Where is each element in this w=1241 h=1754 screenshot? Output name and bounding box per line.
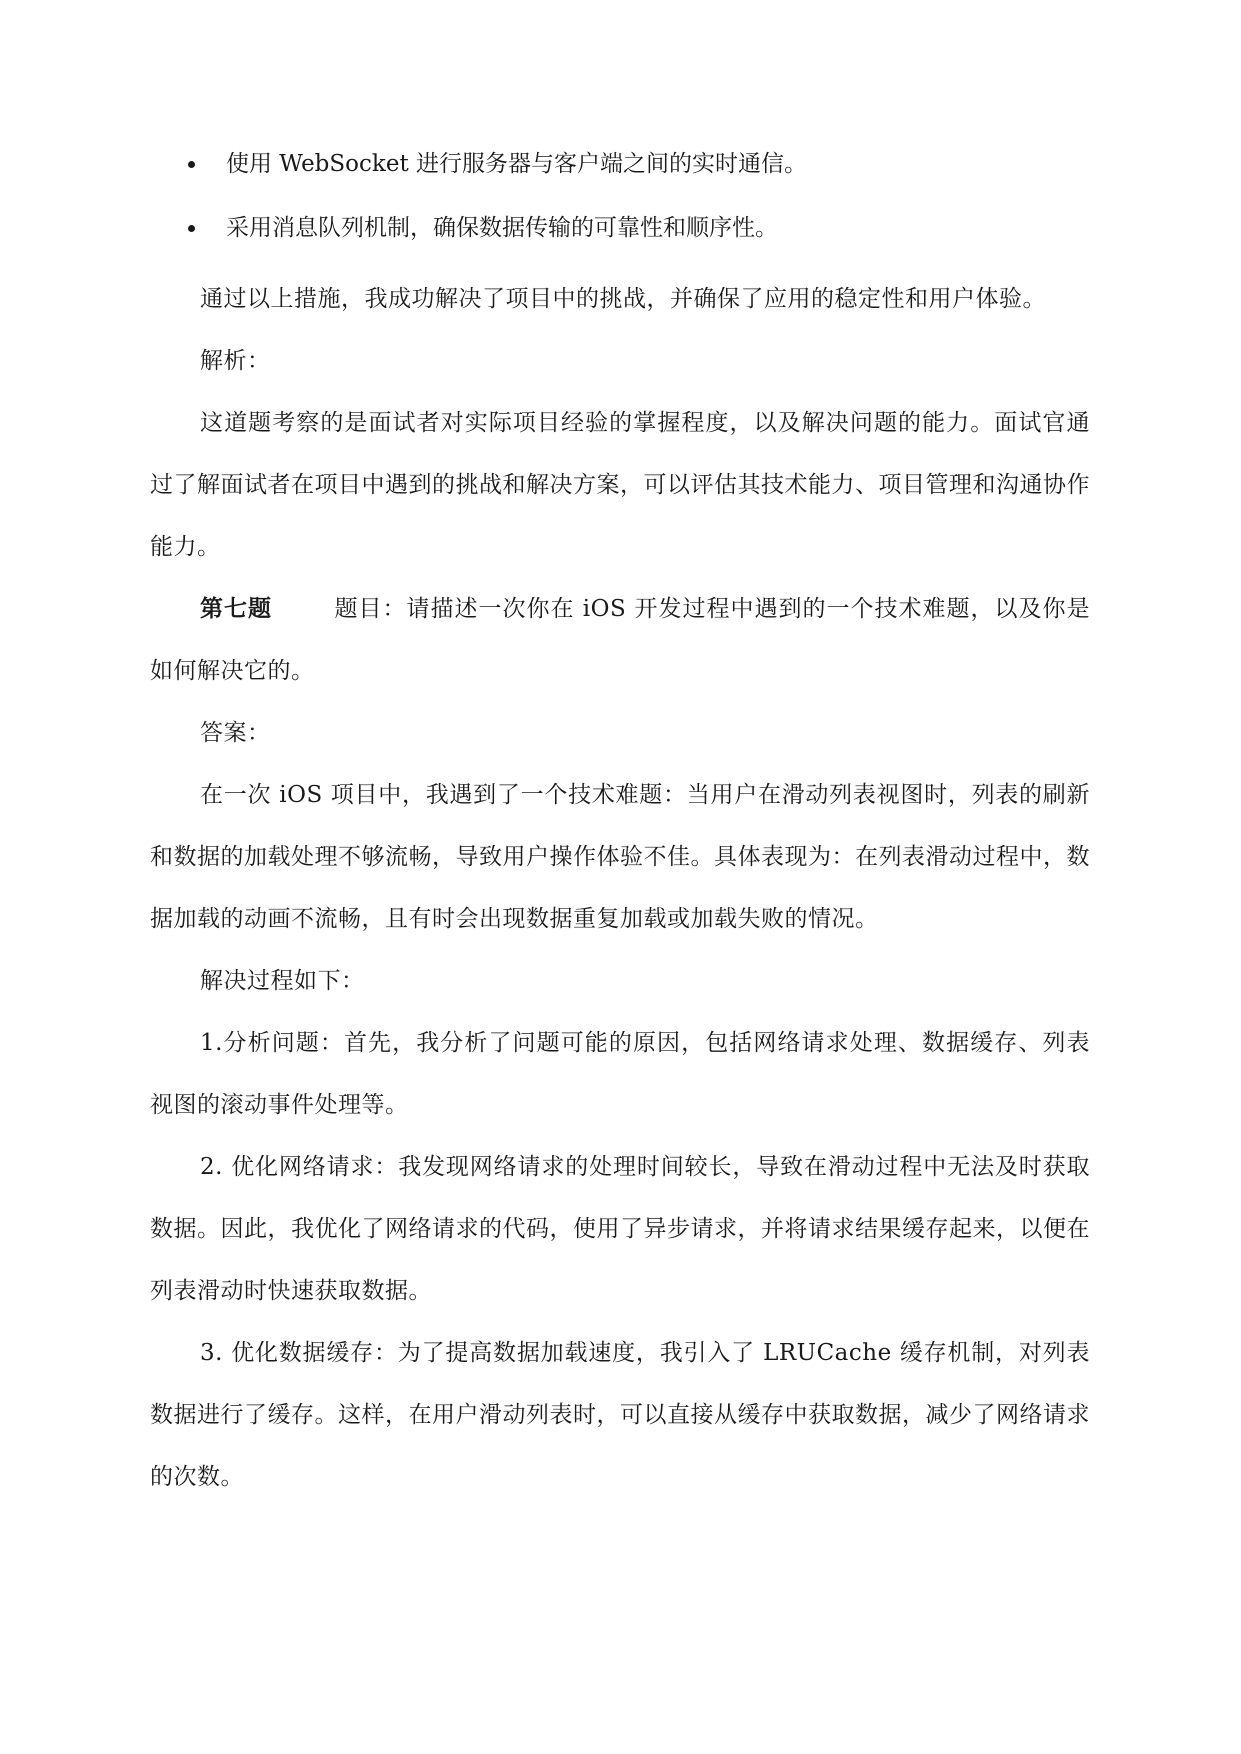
list-item: [150, 204, 1090, 268]
bullet-text: 使用 WebSocket 进行服务器与客户端之间的实时通信。: [226, 151, 807, 177]
analysis-paragraph: 这道题考察的是面试者对实际项目经验的掌握程度，以及解决问题的能力。面试官通过了解面试者在项目中遇到的挑战和解决方案，可以评估其技术能力、项目管理和沟通协作能力。: [150, 410, 1090, 560]
question-paragraph: [150, 578, 1090, 702]
question-number: 第七题: [200, 595, 272, 622]
list-item: [150, 140, 1090, 204]
bullet-icon: [188, 225, 195, 232]
step-paragraph: 1.分析问题：首先，我分析了问题可能的原因，包括网络请求处理、数据缓存、列表视图的滚动事件处理等。: [150, 1030, 1090, 1118]
summary-paragraph: 通过以上措施，我成功解决了项目中的挑战，并确保了应用的稳定性和用户体验。: [200, 286, 1046, 312]
step-paragraph: 3. 优化数据缓存：为了提高数据加载速度，我引入了 LRUCache 缓存机制，对列表数据进行了缓存。这样，在用户滑动列表时，可以直接从缓存中获取数据，减少了网络请求的次数。: [150, 1340, 1090, 1490]
answer-label: 答案：: [200, 720, 271, 746]
bullet-text: 采用消息队列机制，确保数据传输的可靠性和顺序性。: [226, 215, 778, 241]
question-text: 题目：请描述一次你在 iOS 开发过程中遇到的一个技术难题，以及你是如何解决它的。: [150, 596, 1091, 684]
analysis-label: 解析：: [200, 348, 271, 374]
process-label: 解决过程如下：: [200, 968, 365, 994]
answer-intro-paragraph: 在一次 iOS 项目中，我遇到了一个技术难题：当用户在滑动列表视图时，列表的刷新和数据的加载处理不够流畅，导致用户操作体验不佳。具体表现为：在列表滑动过程中，数据加载的动画不流畅，且有时会出现数据重复加载或加载失败的情况。: [150, 782, 1090, 932]
bullet-icon: [188, 161, 195, 168]
bullet-list: [150, 140, 1090, 268]
step-paragraph: 2. 优化网络请求：我发现网络请求的处理时间较长，导致在滑动过程中无法及时获取数据。因此，我优化了网络请求的代码，使用了异步请求，并将请求结果缓存起来，以便在列表滑动时快速获取数据。: [150, 1154, 1090, 1304]
